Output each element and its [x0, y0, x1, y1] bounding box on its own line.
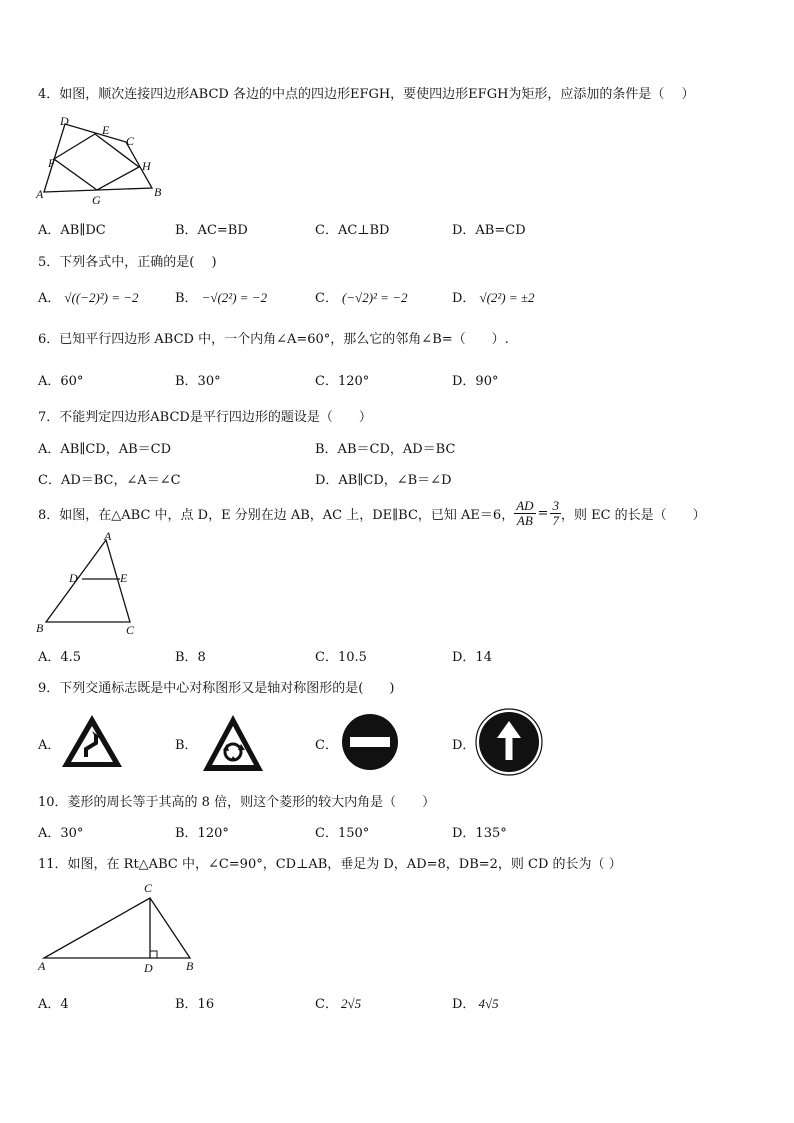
option-c: C．	[315, 738, 338, 753]
roundabout-sign-icon	[201, 712, 265, 774]
option-a: A．AB∥DC	[38, 223, 106, 238]
figure-label: G	[92, 193, 101, 207]
math-expression: 2√5	[340, 996, 362, 1011]
option-b: B．	[175, 738, 198, 753]
figure-label: H	[142, 159, 151, 173]
figure-label: A	[104, 532, 112, 543]
option-c: C．AD＝BC，∠A＝∠C	[38, 473, 181, 488]
question-4-text: 4．如图，顺次连接四边形ABCD 各边的中点的四边形EFGH，要使四边形EFGH为矩形，应添加的条件是（ ）	[38, 87, 695, 102]
option-b: B． −√(2²) = −2	[175, 290, 268, 306]
figure-label: E	[102, 123, 110, 137]
fraction-3-7: $\frac{3}{7}$	[552, 497, 559, 528]
figure-label: B	[186, 959, 194, 973]
fraction-ad-ab: $\frac{AD}{AB}$	[516, 497, 534, 528]
figure-label: C	[126, 623, 135, 637]
option-c: C．150°	[315, 826, 370, 841]
question-8-text: 8．如图，在△ABC 中，点 D，E 分别在边 AB，AC 上，DE∥BC，已知 AE＝6， $\frac{AD}{AB}$ = $\frac{3}{7}$ ，则 EC 的长是（ ）	[38, 497, 706, 528]
figure-label: A	[36, 187, 44, 201]
option-b: B．120°	[175, 826, 229, 841]
figure-label: C	[144, 881, 153, 895]
option-c: C． (−√2)² = −2	[315, 290, 408, 306]
question-6-text: 6．已知平行四边形 ABCD 中，一个内角∠A=60°，那么它的邻角∠B=（ ）.	[38, 332, 509, 347]
no-entry-sign-icon	[340, 712, 400, 772]
option-a: A．AB∥CD，AB＝CD	[38, 442, 172, 457]
option-b: B．8	[175, 650, 206, 665]
option-d: D．AB=CD	[452, 223, 526, 238]
option-c: C．120°	[315, 374, 370, 389]
option-c: C．10.5	[315, 650, 367, 665]
question-9-text: 9．下列交通标志既是中心对称图形又是轴对称图形的是( )	[38, 681, 395, 696]
figure-label: B	[36, 621, 44, 635]
option-a: A．	[38, 738, 61, 753]
quadrilateral-figure	[34, 112, 174, 208]
question-7-text: 7．不能判定四边形ABCD是平行四边形的题设是（ ）	[38, 410, 372, 425]
question-11-text: 11．如图，在 Rt△ABC 中，∠C=90°，CD⊥AB，垂足为 D，AD=8，DB=2，则 CD 的长为（ ）	[38, 857, 622, 872]
option-b: B．30°	[175, 374, 221, 389]
figure-label: B	[154, 185, 162, 199]
question-5-text: 5．下列各式中，正确的是( )	[38, 255, 217, 270]
option-a: A．30°	[38, 826, 84, 841]
option-b: B．16	[175, 997, 215, 1012]
math-expression: √(2²) = ±2	[479, 290, 535, 305]
option-c: C． 2√5	[315, 996, 362, 1012]
option-c: C．AC⊥BD	[315, 223, 390, 238]
math-expression: (−√2)² = −2	[341, 290, 408, 305]
figure-label: C	[126, 134, 135, 148]
figure-label: F	[48, 156, 56, 170]
triangle-figure	[34, 532, 144, 640]
winding-road-sign-icon	[60, 712, 124, 770]
question-10-text: 10．菱形的周长等于其高的 8 倍，则这个菱形的较大内角是（ ）	[38, 795, 436, 810]
math-expression: 4√5	[478, 996, 499, 1011]
figure-label: D	[60, 114, 69, 128]
figure-label: D	[69, 571, 78, 585]
option-d: D．AB∥CD，∠B＝∠D	[315, 473, 452, 488]
straight-ahead-sign-icon	[474, 708, 544, 776]
option-a: A．4	[38, 997, 69, 1012]
option-d: D．14	[452, 650, 492, 665]
option-a: A． √((−2)²) = −2	[38, 290, 139, 306]
figure-label: D	[144, 961, 153, 975]
option-d: D．135°	[452, 826, 507, 841]
option-a: A．4.5	[38, 650, 82, 665]
figure-label: E	[120, 571, 128, 585]
option-d: D．	[452, 738, 476, 753]
math-expression: √((−2)²) = −2	[64, 290, 139, 305]
option-b: B．AB＝CD，AD＝BC	[315, 442, 456, 457]
option-d: D． 4√5	[452, 996, 499, 1012]
option-d: D．90°	[452, 374, 499, 389]
right-triangle-figure	[34, 878, 204, 976]
math-expression: −√(2²) = −2	[201, 290, 268, 305]
figure-label: A	[38, 959, 46, 973]
option-b: B．AC=BD	[175, 223, 248, 238]
option-d: D． √(2²) = ±2	[452, 290, 535, 306]
option-a: A．60°	[38, 374, 84, 389]
